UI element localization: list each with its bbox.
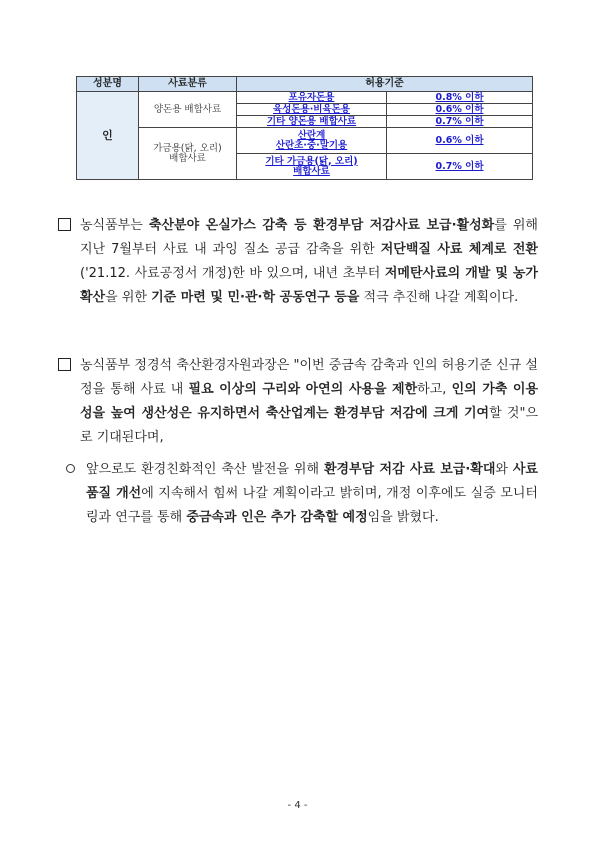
paragraph-text (66, 458, 538, 530)
bold-run: 필요 이상의 구리와 아연의 사용을 제한 (188, 382, 418, 397)
checkbox-bullet-icon (58, 358, 71, 371)
feed-type-line2: 산란초·중·말기용 (275, 139, 348, 151)
limit-cell: 0.7% 이하 (387, 154, 533, 180)
text-run: 앞으로도 환경친화적인 축산 발전을 위해 (86, 462, 324, 477)
limit-cell: 0.7% 이하 (387, 116, 533, 128)
paragraph-text (58, 214, 538, 310)
text-run: 를 위해 지난 7월부터 사료 내 과잉 질소 공급 감축을 위한 (80, 218, 538, 257)
header-component: 성분명 (77, 77, 139, 92)
feed-type-cell: 포유자돈용 (237, 92, 387, 104)
feed-type-line1: 기타 가금용(닭, 오리) (265, 155, 358, 167)
bold-run: 환경부담 저감 사료 보급·확대 (323, 462, 496, 477)
text-run: 에 지속해서 힘써 나갈 계획이라고 밝히며, 개정 이후에도 실증 모니터링과 연구를 통해 (86, 486, 538, 525)
checkbox-bullet-icon (58, 218, 71, 231)
feed-type-cell: 육성돈용·비육돈용 (237, 104, 387, 116)
feed-type-cell (237, 154, 387, 180)
paragraph-text (58, 354, 538, 450)
text-run: 농식품부는 (80, 218, 149, 233)
bold-run: 사료품질 개선 (86, 462, 538, 501)
feed-type-cell (237, 128, 387, 154)
text-run: 을 위한 (105, 290, 152, 305)
text-run: 농식품부 정경석 축산환경자원과장은 "이번 중금속 감축과 인의 허용기준 신규 설정을 통해 사료 내 (80, 358, 538, 397)
class-label: 가금용(닭, 오리) (153, 142, 222, 154)
text-run: 와 (495, 462, 513, 477)
class-cell-poultry (139, 128, 237, 180)
text-run: 임을 밝혔다. (367, 510, 439, 525)
bold-run: 중금속과 인은 추가 감축할 예정 (186, 510, 368, 525)
limit-cell: 0.6% 이하 (387, 104, 533, 116)
feed-type-cell: 기타 양돈용 배합사료 (237, 116, 387, 128)
circle-bullet-icon (66, 464, 75, 473)
text-run: 하고, (417, 382, 452, 397)
header-class: 사료분류 (139, 77, 237, 92)
bold-run: 인의 가축 이용성을 높여 생산성은 유지하면서 축산업계는 환경부담 저감에 크게 기여 (80, 382, 539, 421)
table-row (77, 92, 533, 104)
text-run: ('21.12. 사료공정서 개정)한 바 있으며, 내년 초부터 (80, 266, 385, 281)
limit-cell: 0.8% 이하 (387, 92, 533, 104)
bold-run: 기준 마련 및 민·관·학 공동연구 등을 (151, 290, 360, 305)
component-cell: 인 (77, 92, 139, 180)
bold-run: 축산분야 온실가스 감축 등 환경부담 저감사료 보급·활성화 (148, 218, 495, 233)
bold-run: 저단백질 사료 체계로 전환 (380, 242, 538, 257)
feed-type-line1: 산란계 (297, 129, 326, 141)
table-row (77, 128, 533, 154)
limit-cell: 0.6% 이하 (387, 128, 533, 154)
text-run: 할 것"으로 기대된다며, (80, 406, 539, 445)
feed-type-line2: 배합사료 (293, 165, 330, 177)
header-limit: 허용기준 (237, 77, 533, 92)
paragraph-2 (58, 354, 538, 450)
paragraph-1 (58, 214, 538, 310)
paragraph-3 (66, 458, 538, 530)
bold-run: 저메탄사료의 개발 및 농가 확산 (80, 266, 538, 305)
class-cell-swine (139, 92, 237, 128)
table-header-row (77, 77, 533, 92)
class-label: 양돈용 배합사료 (153, 103, 222, 115)
page-number: - 4 - (287, 800, 308, 811)
text-run: 적극 추진해 나갈 계획이다. (359, 290, 519, 305)
class-label-line2: 배합사료 (169, 152, 206, 164)
phosphorus-standard-table (76, 76, 533, 180)
